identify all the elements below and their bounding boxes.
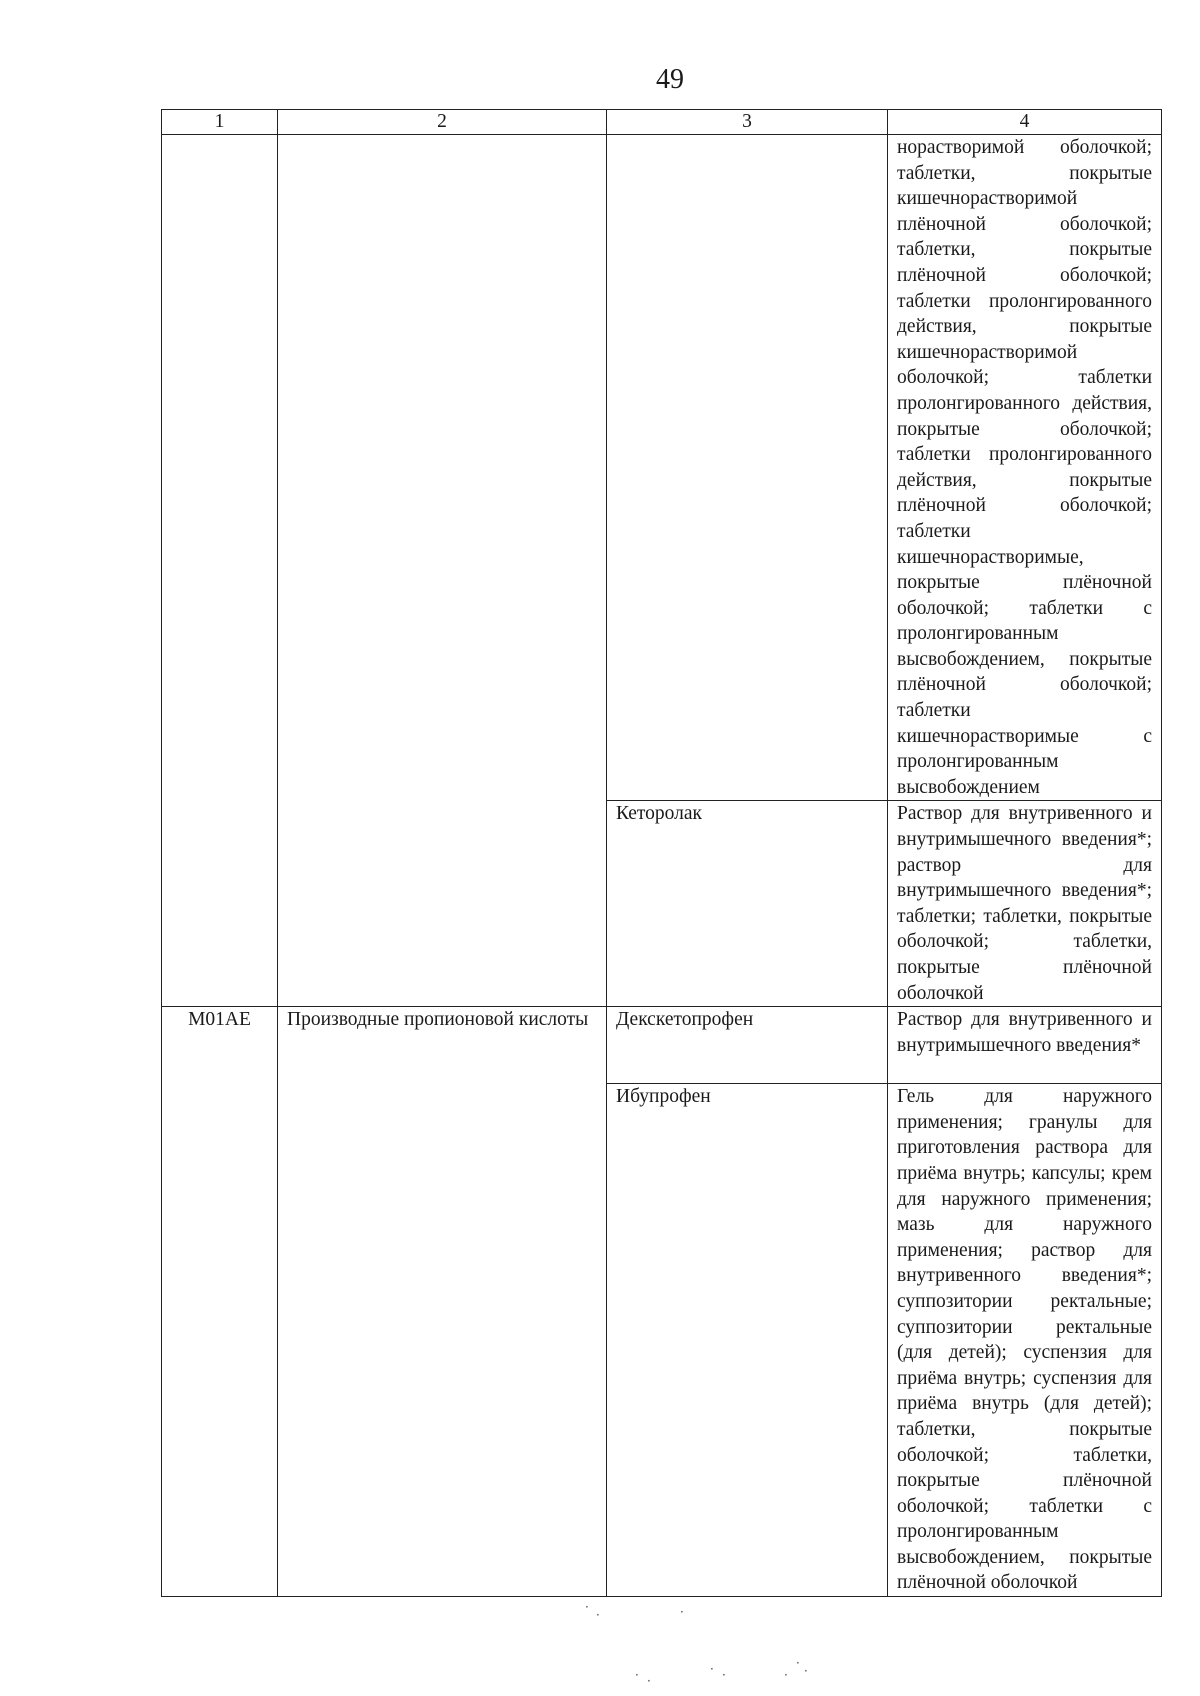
forms-cell-ibuprofen: Гель для наружного применения; гранулы для приготовления раствора для приёма внутрь; капсулы; крем для наружного применения; мазь для наружного применения; раствор для внутривенного введения*; суппозитории ректальные; суппозитории ректальные (для детей); суспензия для приёма внутрь; суспензия для приёма внутрь (для детей); таблетки, покрытые оболочкой; таблетки, покрытые плёночной оболочкой; таблетки с пролонгированным высвобождением, покрытые плёночной оболочкой	[888, 1084, 1162, 1597]
scan-speck: ·	[680, 1605, 684, 1619]
column-header-4: 4	[888, 110, 1162, 135]
scan-speck: ·	[585, 1600, 589, 1614]
scan-speck: ·	[710, 1662, 714, 1676]
scan-speck: ·	[647, 1674, 651, 1688]
forms-cell-ketorolac: Раствор для внутривенного и внутримышечного введения*; раствор для внутримышечного введения*; таблетки; таблетки, покрытые оболочкой; таблетки, покрытые плёночной оболочкой	[888, 801, 1162, 1007]
forms-cell-dexketoprofen: Раствор для внутривенного и внутримышечного введения*	[888, 1007, 1162, 1084]
scan-speck: ·	[796, 1656, 800, 1670]
scan-speck: ·	[722, 1668, 726, 1682]
column-header-3: 3	[607, 110, 888, 135]
drug-table	[161, 109, 1162, 1597]
drug-cell-ibuprofen: Ибупрофен	[607, 1084, 888, 1597]
column-header-2: 2	[278, 110, 607, 135]
scan-speck: ·	[804, 1664, 808, 1678]
code-cell-empty	[162, 135, 278, 1007]
drug-cell-dexketoprofen: Декскетопрофен	[607, 1007, 888, 1084]
group-cell-propionic-acid: Производные пропионовой кислоты	[278, 1007, 607, 1597]
scan-speck: ·	[784, 1668, 788, 1682]
header-row	[162, 110, 1162, 135]
table-header	[162, 110, 1162, 135]
forms-cell-continuation: норастворимой оболочкой; таблетки, покрытые кишечнорастворимой плёночной оболочкой; таблетки, покрытые плёночной оболочкой; таблетки пролонгированного действия, покрытые кишечнорастворимой оболочкой; таблетки пролонгированного действия, покрытые оболочкой; таблетки пролонгированного действия, покрытые плёночной оболочкой; таблетки кишечнорастворимые, покрытые плёночной оболочкой; таблетки с пролонгированным высвобождением, покрытые плёночной оболочкой; таблетки кишечнорастворимые с пролонгированным высвобождением	[888, 135, 1162, 801]
table-row-dexketoprofen	[162, 1007, 1162, 1084]
group-cell-empty	[278, 135, 607, 1007]
drug-cell-ketorolac: Кеторолак	[607, 801, 888, 1007]
page-number: 49	[656, 64, 684, 95]
table-row-continuation	[162, 135, 1162, 801]
drug-cell-empty	[607, 135, 888, 801]
column-header-1: 1	[162, 110, 278, 135]
code-cell-m01ae: М01АЕ	[162, 1007, 278, 1597]
scan-speck: ·	[635, 1668, 639, 1682]
scan-speck: ·	[596, 1608, 600, 1622]
